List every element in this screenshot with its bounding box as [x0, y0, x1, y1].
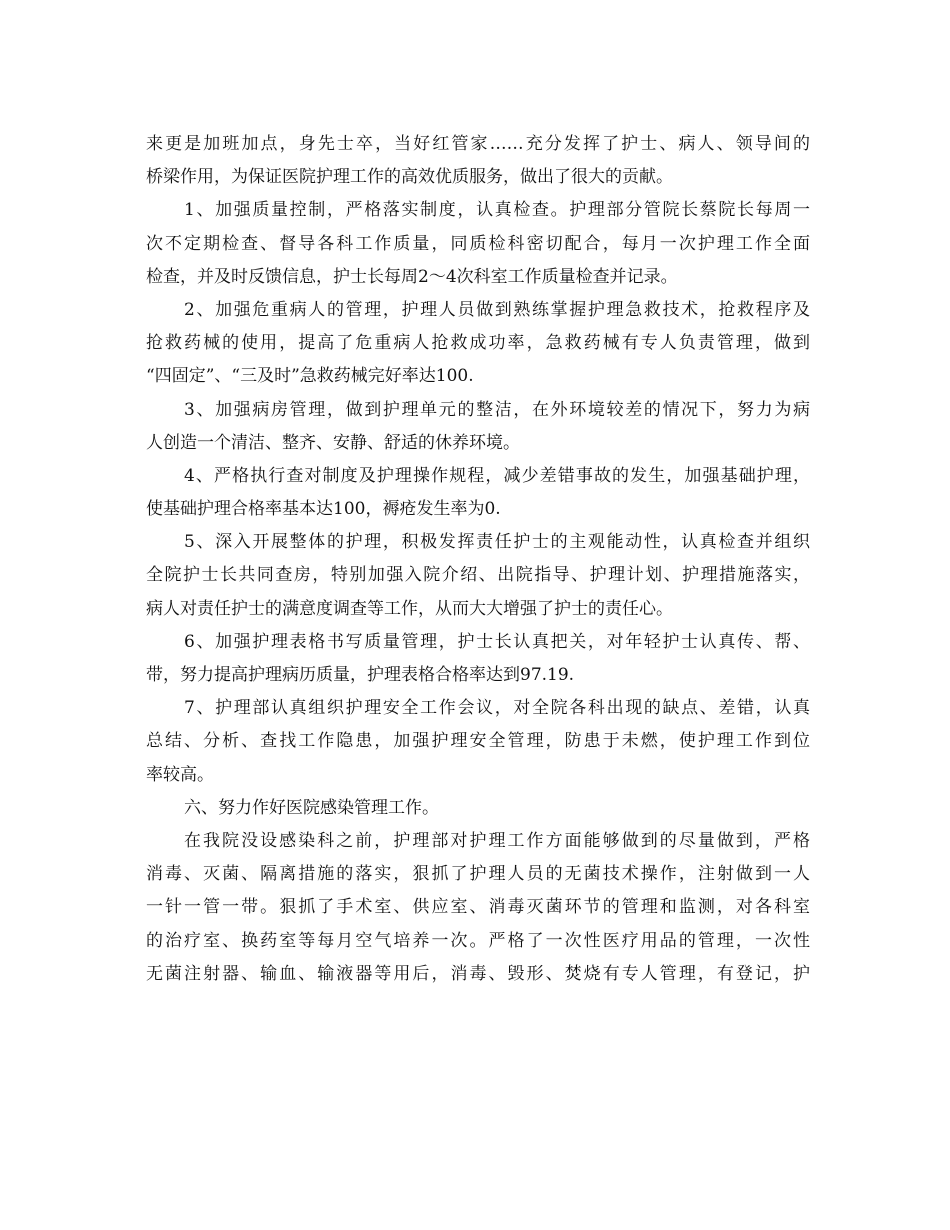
text-line: 桥梁作用，为保证医院护理工作的高效优质服务，做出了很大的贡献。 — [146, 167, 673, 188]
text-line: 6、加强护理表格书写质量管理，护士长认真把关，对年轻护士认真传、帮、 — [184, 631, 810, 652]
text-line: 的治疗室、换药室等每月空气培养一次。严格了一次性医疗用品的管理，一次性 — [146, 930, 810, 951]
text-line: 无菌注射器、输血、输液器等用后，消毒、毁形、焚烧有专人管理，有登记，护 — [146, 963, 810, 984]
text-line: 3、加强病房管理，做到护理单元的整洁，在外环境较差的情况下，努力为病 — [184, 399, 810, 420]
text-line: 全院护士长共同查房，特别加强入院介绍、出院指导、护理计划、护理措施落实， — [146, 565, 810, 586]
text-line: 检查，并及时反馈信息，护士长每周2～4次科室工作质量检查并记录。 — [146, 266, 678, 287]
text-line: 抢救药械的使用，提高了危重病人抢救成功率，急救药械有专人负责管理，做到 — [146, 333, 810, 354]
text-line: 4、严格执行查对制度及护理操作规程，减少差错事故的发生，加强基础护理， — [184, 465, 810, 486]
text-line: 次不定期检查、督导各科工作质量，同质检科密切配合，每月一次护理工作全面 — [146, 233, 810, 254]
text-line: 7、护理部认真组织护理安全工作会议，对全院各科出现的缺点、差错，认真 — [184, 698, 810, 719]
text-line: “四固定”、“三及时”急救药械完好率达100. — [146, 366, 474, 387]
text-line: 消毒、灭菌、隔离措施的落实，狠抓了护理人员的无菌技术操作，注射做到一人 — [146, 864, 810, 885]
document-body — [146, 128, 810, 991]
text-line: 2、加强危重病人的管理，护理人员做到熟练掌握护理急救技术，抢救程序及 — [184, 299, 810, 320]
text-line: 5、深入开展整体的护理，积极发挥责任护士的主观能动性，认真检查并组织 — [184, 532, 810, 553]
text-line: 带，努力提高护理病历质量，护理表格合格率达到97.19. — [146, 665, 575, 685]
text-line: 一针一管一带。狠抓了手术室、供应室、消毒灭菌环节的管理和监测，对各科室 — [146, 897, 810, 918]
text-line: 来更是加班加点，身先士卒，当好红管家……充分发挥了护士、病人、领导间的 — [146, 134, 810, 154]
text-line: 率较高。 — [146, 764, 214, 785]
text-line: 病人对责任护士的满意度调查等工作，从而大大增强了护士的责任心。 — [146, 598, 673, 619]
text-line: 人创造一个清洁、整齐、安静、舒适的休养环境。 — [146, 432, 520, 453]
text-line: 总结、分析、查找工作隐患，加强护理安全管理，防患于未燃，使护理工作到位 — [146, 731, 810, 752]
text-line: 1、加强质量控制，严格落实制度，认真检查。护理部分管院长蔡院长每周一 — [184, 200, 810, 221]
text-line: 六、努力作好医院感染管理工作。 — [184, 797, 439, 818]
text-line: 在我院没设感染科之前，护理部对护理工作方面能够做到的尽量做到，严格 — [184, 830, 810, 851]
text-line: 使基础护理合格率基本达100，褥疮发生率为0. — [146, 499, 501, 520]
